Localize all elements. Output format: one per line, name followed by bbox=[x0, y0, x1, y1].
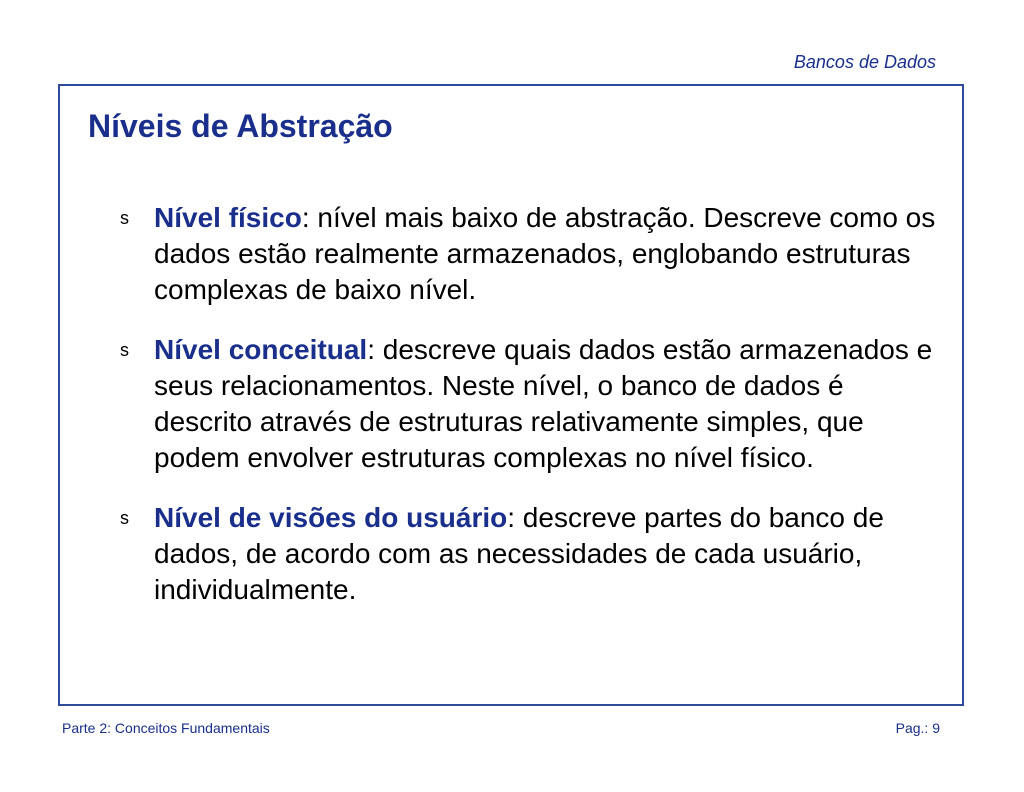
bullet-text: : nível mais baixo de abstração. Descreve como os dados estão realmente armazenados, englobando estruturas complexas de baixo nível. bbox=[154, 202, 936, 305]
bullet-item-conceptual-level bbox=[116, 332, 936, 476]
bullet-text: : descreve partes do banco de dados, de acordo com as necessidades de cada usuário, individualmente. bbox=[154, 502, 884, 605]
page-number: Pag.: 9 bbox=[895, 720, 940, 736]
bullet-term: Nível físico bbox=[154, 202, 302, 233]
bullet-item-physical-level bbox=[116, 200, 936, 308]
bullet-item-user-view-level bbox=[116, 500, 936, 608]
slide-title: Níveis de Abstração bbox=[88, 108, 393, 144]
bullet-text: : descreve quais dados estão armazenados e seus relacionamentos. Neste nível, o banco de dados é descrito através de estruturas relativamente simples, que podem envolver estruturas complexas no nível físico. bbox=[154, 334, 933, 473]
course-title: Bancos de Dados bbox=[793, 52, 936, 72]
bullet-list bbox=[116, 200, 936, 632]
bullet-marker-icon: s bbox=[120, 208, 129, 228]
bullet-term: Nível de visões do usuário bbox=[154, 502, 508, 533]
bullet-marker-icon: s bbox=[120, 508, 129, 528]
bullet-term: Nível conceitual bbox=[154, 334, 368, 365]
footer-section: Parte 2: Conceitos Fundamentais bbox=[62, 720, 270, 736]
bullet-marker-icon: s bbox=[120, 340, 129, 360]
